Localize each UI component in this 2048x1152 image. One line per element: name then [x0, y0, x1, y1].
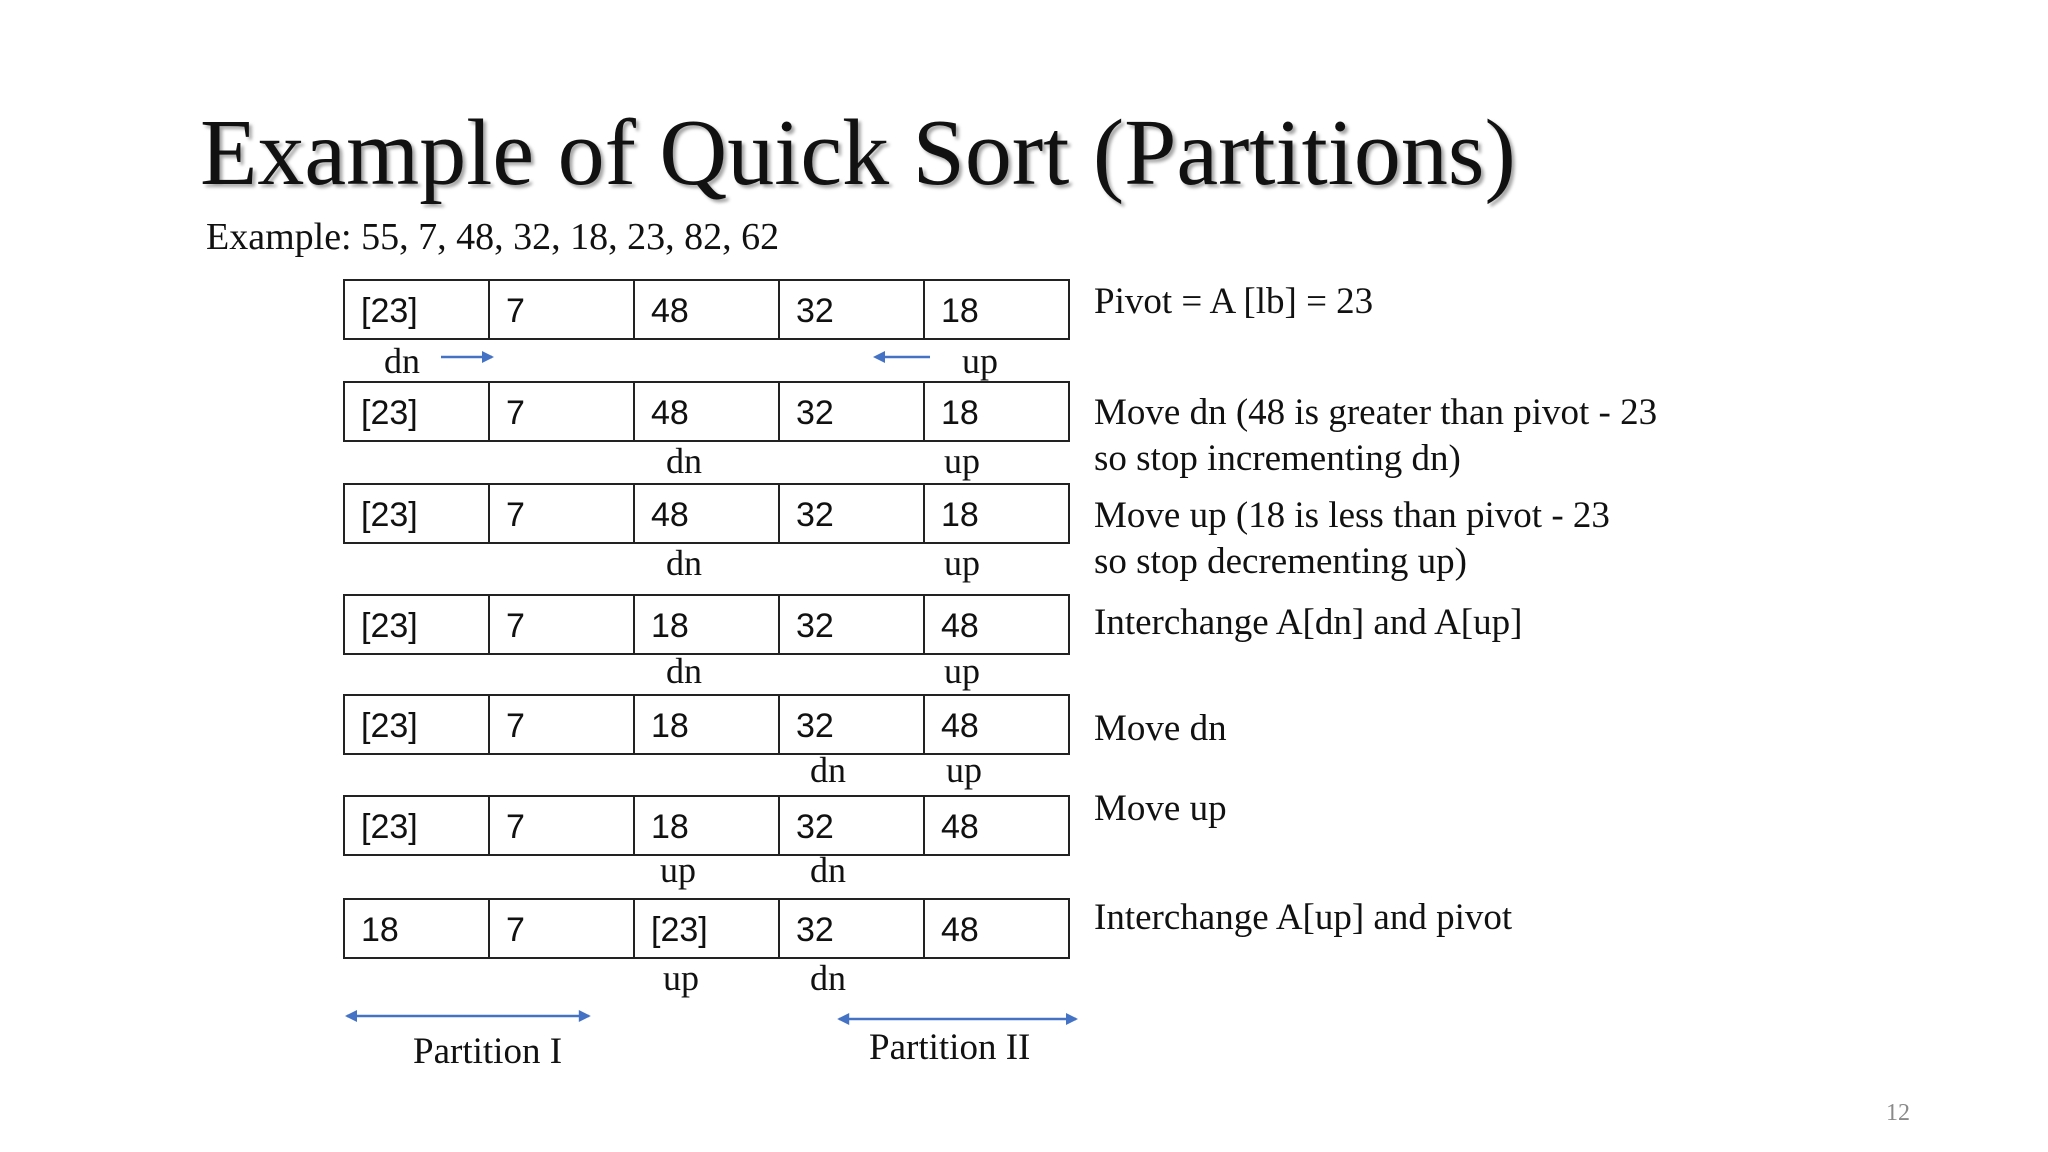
up-direction-arrowhead — [873, 351, 885, 363]
array-cell: 7 — [488, 696, 633, 753]
array-cell: 32 — [778, 696, 923, 753]
array-cell: 48 — [923, 900, 1068, 957]
dn-pointer-label: dn — [810, 958, 846, 998]
array-cell: [23] — [361, 394, 418, 432]
partition-label: Partition II — [869, 1027, 1031, 1068]
array-cell: 18 — [633, 797, 778, 854]
page-number: 12 — [1886, 1100, 1910, 1126]
array-cell: 7 — [488, 485, 633, 542]
array-cell: 7 — [488, 797, 633, 854]
array-cell: 48 — [923, 696, 1068, 753]
array-cell: [23] — [361, 808, 418, 846]
array-cell: [23] — [361, 496, 418, 534]
array-cell: 32 — [778, 281, 923, 338]
partition-arrowhead-right — [579, 1010, 591, 1022]
dn-pointer-label: dn — [810, 750, 846, 790]
array-cell: 18 — [633, 596, 778, 653]
array-cell: [23] — [361, 292, 418, 330]
array-cell: 18 — [361, 911, 399, 949]
array-cell: 32 — [778, 797, 923, 854]
dn-pointer-label: dn — [666, 543, 702, 583]
dn-pointer-label: dn — [666, 651, 702, 691]
step-note-line: Move up (18 is less than pivot - 23 — [1094, 495, 1610, 536]
step-note-line: Pivot = A [lb] = 23 — [1094, 281, 1374, 322]
dn-pointer-label: dn — [384, 341, 420, 381]
up-pointer-label: up — [962, 341, 998, 381]
up-pointer-label: up — [660, 850, 696, 890]
up-pointer-label: up — [946, 750, 982, 790]
up-pointer-label: up — [944, 543, 980, 583]
step-note-line: Move dn — [1094, 708, 1227, 749]
step-note-line: so stop decrementing up) — [1094, 541, 1467, 582]
example-sequence: Example: 55, 7, 48, 32, 18, 23, 82, 62 — [206, 216, 780, 258]
partition-arrowhead-left — [837, 1013, 849, 1025]
array-cell: [23] — [361, 607, 418, 645]
array-cell: 32 — [778, 596, 923, 653]
dn-pointer-label: dn — [810, 850, 846, 890]
array-cell: 7 — [488, 281, 633, 338]
step-note-line: Interchange A[up] and pivot — [1094, 897, 1513, 938]
step-note-line: Interchange A[dn] and A[up] — [1094, 602, 1523, 643]
array-cell: 18 — [923, 281, 1068, 338]
array-cell: 48 — [923, 797, 1068, 854]
partition-label: Partition I — [413, 1031, 563, 1072]
partition-arrowhead-right — [1066, 1013, 1078, 1025]
array-cell: 7 — [488, 383, 633, 440]
array-cell: [23] — [361, 707, 418, 745]
array-cell: 18 — [923, 383, 1068, 440]
array-cell: [23] — [633, 900, 778, 957]
up-pointer-label: up — [944, 651, 980, 691]
array-cell: 7 — [488, 900, 633, 957]
array-cell: 18 — [633, 696, 778, 753]
dn-direction-arrowhead — [482, 351, 494, 363]
array-cell: 32 — [778, 383, 923, 440]
array-cell: 48 — [633, 281, 778, 338]
array-cell: 32 — [778, 900, 923, 957]
dn-pointer-label: dn — [666, 441, 702, 481]
array-cell: 48 — [923, 596, 1068, 653]
array-cell: 32 — [778, 485, 923, 542]
up-pointer-label: up — [944, 441, 980, 481]
step-note-line: so stop incrementing dn) — [1094, 438, 1461, 479]
array-cell: 48 — [633, 485, 778, 542]
array-cell: 18 — [923, 485, 1068, 542]
slide-title: Example of Quick Sort (Partitions) — [200, 101, 1516, 205]
up-pointer-label: up — [663, 958, 699, 998]
partition-arrowhead-left — [345, 1010, 357, 1022]
step-note-line: Move dn (48 is greater than pivot - 23 — [1094, 392, 1658, 433]
array-cell: 7 — [488, 596, 633, 653]
step-note-line: Move up — [1094, 788, 1227, 829]
array-cell: 48 — [633, 383, 778, 440]
